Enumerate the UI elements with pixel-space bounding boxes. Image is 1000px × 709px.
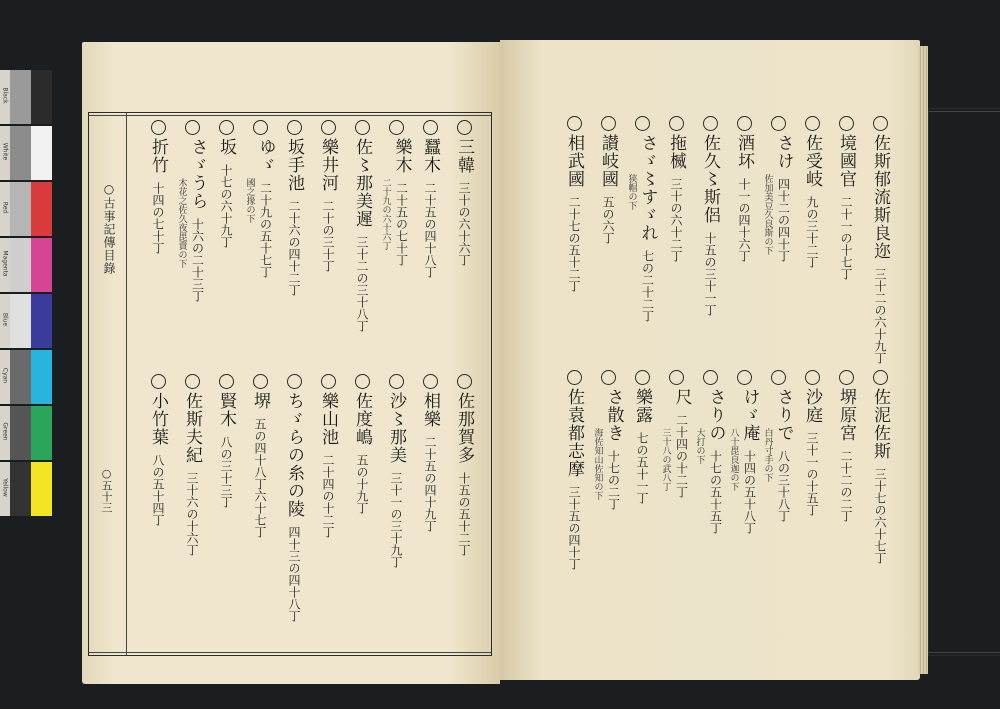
- circle-marker-icon: [635, 116, 650, 131]
- page-edges: [918, 46, 928, 674]
- index-entry: [282, 374, 306, 622]
- index-entry: [350, 120, 374, 332]
- calibration-label: Black: [1, 87, 9, 104]
- entry-reference: 十四の五十八丁: [742, 450, 757, 534]
- entry-reference: 二十五の七十丁: [394, 182, 409, 266]
- index-entry: [176, 120, 208, 302]
- entry-reference: 二十一の十七丁: [839, 196, 853, 280]
- entry-reference: 十四の七十丁: [151, 182, 165, 254]
- index-entry: [214, 120, 238, 248]
- circle-marker-icon: [805, 370, 820, 385]
- entry-reference: 二十四の十二丁: [674, 414, 689, 498]
- entry-note: 白丹寸手の下: [762, 428, 773, 482]
- entry-note: 三十八の武八丁: [660, 428, 671, 491]
- circle-marker-icon: [389, 374, 404, 389]
- index-entry: [384, 374, 408, 568]
- entry-name: さゞ〻すゞれ: [637, 134, 658, 242]
- circle-marker-icon: [873, 116, 888, 131]
- circle-marker-icon: [601, 370, 616, 385]
- entry-reference: 三十の六十六丁: [457, 182, 471, 266]
- entry-name: 樂木: [391, 138, 412, 174]
- index-entry: [660, 370, 692, 498]
- entry-reference: 二十五の四十八丁: [423, 182, 437, 278]
- calibration-patch: [0, 70, 52, 124]
- index-entry: [800, 370, 824, 516]
- index-entry: [146, 374, 170, 526]
- entry-name: 相樂: [420, 392, 440, 428]
- circle-marker-icon: [355, 374, 370, 389]
- entry-reference: 二十四の十二丁: [321, 454, 335, 538]
- circle-marker-icon: [737, 370, 752, 385]
- calibration-patch: [0, 350, 52, 404]
- entry-name: 沙〻那美: [386, 392, 406, 464]
- entry-name: さ散き: [603, 388, 624, 442]
- entry-reference: 十七の五十五丁: [708, 450, 723, 534]
- entry-reference: 九の三十二丁: [805, 196, 819, 268]
- circle-marker-icon: [669, 370, 684, 385]
- entry-name: 佐袁都志摩: [564, 388, 584, 478]
- page-number: ○五十三: [100, 467, 113, 513]
- index-entry: [380, 120, 412, 266]
- index-entry: [762, 116, 794, 262]
- entry-reference: 三十六の十六丁: [185, 472, 199, 556]
- circle-marker-icon: [703, 116, 718, 131]
- entry-reference: 二十五の四十九丁: [423, 436, 437, 532]
- right-page-frame: [928, 108, 1000, 656]
- entry-reference: 三十二の六十九丁: [873, 268, 887, 364]
- entry-name: 佐度嶋: [352, 392, 372, 446]
- index-entry: [316, 374, 340, 538]
- circle-marker-icon: [287, 120, 302, 135]
- calibration-label: Blue: [1, 312, 9, 327]
- entry-name: 相武國: [564, 134, 584, 188]
- calibration-label: Cyan: [1, 367, 9, 384]
- entry-reference: 二十九の五十七丁: [258, 182, 273, 278]
- index-entry: [868, 370, 892, 564]
- entry-name: 蠶木: [420, 138, 440, 174]
- calibration-label: Magenta: [1, 250, 9, 277]
- color-calibration-strip: [0, 70, 52, 560]
- calibration-label: White: [1, 142, 9, 161]
- circle-marker-icon: [253, 120, 268, 135]
- entry-name: 折竹: [148, 138, 168, 174]
- index-entry: [418, 120, 442, 278]
- left-page-margin-rule: [126, 112, 127, 656]
- entry-name: 佐久〻斯侶: [700, 134, 720, 224]
- entry-name: ちゞらの糸の陵: [284, 392, 304, 518]
- entry-name: 拖楲: [666, 134, 686, 170]
- index-entry: [630, 370, 654, 504]
- entry-name: 佐那賀多: [454, 392, 474, 464]
- circle-marker-icon: [219, 374, 234, 389]
- calibration-patch: [0, 126, 52, 180]
- index-entry: [248, 374, 272, 538]
- circle-marker-icon: [635, 370, 650, 385]
- entry-reference: 八の三十八丁: [776, 450, 791, 522]
- circle-marker-icon: [185, 374, 200, 389]
- left-page: [82, 42, 500, 684]
- right-page: [500, 40, 920, 680]
- calibration-label: Green: [1, 422, 9, 441]
- index-entry: [834, 370, 858, 522]
- entry-name: 佐斯郁流斯良迩: [870, 134, 890, 260]
- entry-name: 佐〻那美遲: [352, 138, 372, 228]
- entry-name: さりの: [705, 388, 726, 442]
- index-entry: [418, 374, 442, 532]
- entry-name: ゆゞ: [255, 138, 276, 174]
- index-entry: [452, 374, 476, 556]
- entry-note: 國之掾の下: [244, 178, 255, 223]
- index-entry: [562, 370, 586, 570]
- circle-marker-icon: [151, 374, 166, 389]
- entry-name: 境國官: [836, 134, 856, 188]
- entry-reference: 五の十九丁: [355, 454, 369, 514]
- circle-marker-icon: [321, 374, 336, 389]
- index-entry: [762, 370, 794, 522]
- entry-reference: 三十七の六十七丁: [873, 468, 887, 564]
- index-entry: [868, 116, 892, 364]
- entry-name: 堺: [250, 392, 270, 410]
- circle-marker-icon: [185, 120, 200, 135]
- circle-marker-icon: [737, 116, 752, 131]
- index-entry: [664, 116, 688, 262]
- entry-name: 尺: [671, 388, 692, 406]
- entry-name: 佐斯夫紀: [182, 392, 202, 464]
- entry-name: 樂井河: [318, 138, 338, 192]
- entry-reference: 四十三の四十八丁: [287, 526, 301, 622]
- circle-marker-icon: [389, 120, 404, 135]
- circle-marker-icon: [839, 116, 854, 131]
- circle-marker-icon: [151, 120, 166, 135]
- circle-marker-icon: [253, 374, 268, 389]
- entry-name: 三韓: [454, 138, 474, 174]
- circle-marker-icon: [423, 374, 438, 389]
- index-entry: [562, 116, 586, 292]
- calibration-patch: [0, 294, 52, 348]
- circle-marker-icon: [457, 374, 472, 389]
- index-entry: [694, 370, 726, 534]
- entry-name: 樂山池: [318, 392, 338, 446]
- entry-name: さりで: [773, 388, 794, 442]
- entry-reference: 十一の四十六丁: [737, 178, 751, 262]
- entry-reference: 二十の三十丁: [321, 200, 335, 272]
- circle-marker-icon: [873, 370, 888, 385]
- index-entry: [214, 374, 238, 508]
- entry-reference: 十六の二十三丁: [190, 218, 205, 302]
- circle-marker-icon: [771, 370, 786, 385]
- entry-name: 賢木: [216, 392, 236, 428]
- index-entry: [146, 120, 170, 254]
- index-entry: [728, 370, 760, 534]
- index-entry: [732, 116, 756, 262]
- circle-marker-icon: [771, 116, 786, 131]
- circle-marker-icon: [287, 374, 302, 389]
- circle-marker-icon: [219, 120, 234, 135]
- entry-reference: 七の五十一丁: [635, 432, 649, 504]
- entry-note: 狭帽の下: [626, 174, 637, 210]
- entry-note: 佐加美豆久良斯の下: [762, 174, 773, 255]
- calibration-label: Red: [1, 201, 9, 214]
- circle-marker-icon: [567, 116, 582, 131]
- calibration-patch: [0, 462, 52, 516]
- entry-reference: 三十一の十五丁: [805, 432, 819, 516]
- entry-reference: 三十の六十二丁: [669, 178, 683, 262]
- entry-reference: 八の三十三丁: [219, 436, 233, 508]
- index-entry: [282, 120, 306, 296]
- index-entry: [626, 116, 658, 322]
- index-entry: [316, 120, 340, 272]
- calibration-patch: [0, 182, 52, 236]
- entry-reference: 十五の五十二丁: [457, 472, 471, 556]
- entry-reference: 十七の六十九丁: [219, 164, 233, 248]
- entry-name: けゞ庵: [739, 388, 760, 442]
- entry-note: 木花之佐久夜毘賣の下: [176, 178, 187, 268]
- entry-name: 小竹葉: [148, 392, 168, 446]
- index-entry: [592, 370, 624, 510]
- index-entry: [834, 116, 858, 280]
- entry-name: 樂露: [632, 388, 652, 424]
- entry-reference: 二十二の二丁: [839, 450, 853, 522]
- entry-reference: 三十五の四十丁: [567, 486, 581, 570]
- entry-reference: 十七の二丁: [606, 450, 621, 510]
- entry-reference: 十五の三十一丁: [703, 232, 717, 316]
- entry-name: 堺原宮: [836, 388, 856, 442]
- entry-reference: 五の四十八丁六十七丁: [253, 418, 267, 538]
- entry-name: 酒坏: [734, 134, 754, 170]
- entry-reference: 五の六丁: [601, 196, 615, 244]
- entry-name: 沙庭: [802, 388, 822, 424]
- circle-marker-icon: [601, 116, 616, 131]
- index-entry: [800, 116, 824, 268]
- entry-name: 坂手池: [284, 138, 304, 192]
- circle-marker-icon: [321, 120, 336, 135]
- entry-reference: 三十二の三十八丁: [355, 236, 369, 332]
- index-entry: [596, 116, 620, 244]
- entry-reference: 七の二十二丁: [640, 250, 655, 322]
- entry-note: 二十九の六十六丁: [380, 178, 391, 250]
- entry-name: 佐泥佐斯: [870, 388, 890, 460]
- entry-name: 佐受岐: [802, 134, 822, 188]
- index-entry: [244, 120, 276, 278]
- entry-note: 海佐知山佐知の下: [592, 428, 603, 500]
- entry-reference: 四十二の四十丁: [776, 178, 791, 262]
- entry-name: 坂: [216, 138, 236, 156]
- running-title: ○古事記傳目錄: [102, 182, 116, 275]
- circle-marker-icon: [423, 120, 438, 135]
- circle-marker-icon: [703, 370, 718, 385]
- entry-reference: 八の五十四丁: [151, 454, 165, 526]
- index-entry: [698, 116, 722, 316]
- entry-note: 大打の下: [694, 428, 705, 464]
- circle-marker-icon: [567, 370, 582, 385]
- entry-reference: 二十六の四十二丁: [287, 200, 301, 296]
- index-entry: [180, 374, 204, 556]
- entry-reference: 三十一の三十九丁: [389, 472, 403, 568]
- circle-marker-icon: [805, 116, 820, 131]
- calibration-label: Yellow: [1, 478, 9, 497]
- calibration-patch: [0, 406, 52, 460]
- calibration-patch: [0, 238, 52, 292]
- circle-marker-icon: [355, 120, 370, 135]
- index-entry: [452, 120, 476, 266]
- circle-marker-icon: [839, 370, 854, 385]
- entry-note: 八十毘良迦の下: [728, 428, 739, 491]
- circle-marker-icon: [457, 120, 472, 135]
- entry-name: さゞうら: [187, 138, 208, 210]
- entry-name: さけ: [773, 134, 794, 170]
- entry-reference: 二十七の五十二丁: [567, 196, 581, 292]
- index-entry: [350, 374, 374, 514]
- circle-marker-icon: [669, 116, 684, 131]
- open-book: [82, 40, 922, 690]
- entry-name: 讃岐國: [598, 134, 618, 188]
